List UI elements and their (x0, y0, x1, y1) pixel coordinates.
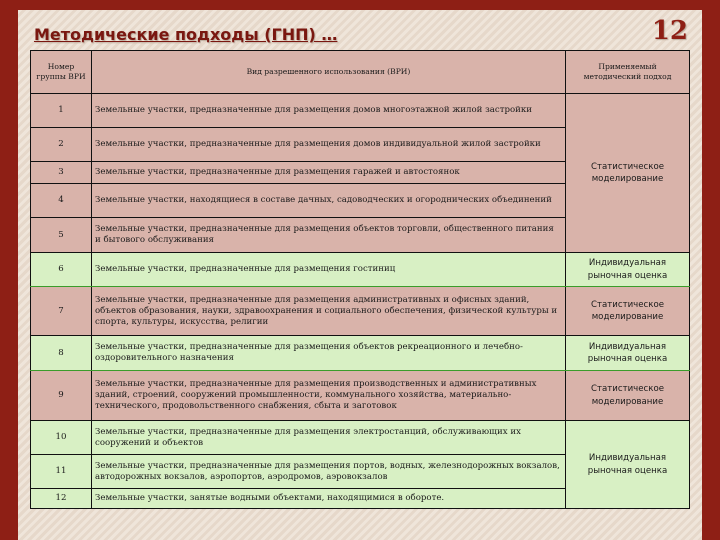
table-row (31, 287, 690, 336)
group-number: 12 (31, 489, 92, 509)
group-number: 10 (31, 421, 92, 455)
group-number: 6 (31, 253, 92, 287)
method-cell: Статистическое моделирование (566, 287, 690, 336)
column-header-group-number: Номер группы ВРИ (31, 51, 92, 94)
table-row (31, 421, 690, 455)
group-number: 3 (31, 162, 92, 184)
group-number: 8 (31, 336, 92, 371)
group-number: 1 (31, 94, 92, 128)
group-number: 4 (31, 184, 92, 218)
vri-description: Земельные участки, занятые водными объектами, находящимися в обороте. (92, 489, 566, 509)
vri-methods-table (30, 50, 690, 509)
slide-number: 12 (651, 16, 688, 46)
vri-description: Земельные участки, предназначенные для размещения гостиниц (92, 253, 566, 287)
vri-description: Земельные участки, предназначенные для размещения домов многоэтажной жилой застройки (92, 94, 566, 128)
column-header-vri: Вид разрешенного использования (ВРИ) (92, 51, 566, 94)
vri-description: Земельные участки, предназначенные для размещения домов индивидуальной жилой застройки (92, 128, 566, 162)
vri-description: Земельные участки, предназначенные для размещения объектов рекреационного и лечебно-оздоровительного назначения (92, 336, 566, 371)
slide-title: Методические подходы (ГНП) … (34, 25, 338, 44)
vri-description: Земельные участки, находящиеся в составе дачных, садоводческих и огороднических объединений (92, 184, 566, 218)
vri-description: Земельные участки, предназначенные для размещения административных и офисных зданий, объектов образования, науки, здравоохранения и социального обеспечения, физической культуры и спорта, культуры, искусства, религии (92, 287, 566, 336)
vri-description: Земельные участки, предназначенные для размещения электростанций, обслуживающих их сооружений и объектов (92, 421, 566, 455)
vri-description: Земельные участки, предназначенные для размещения портов, водных, железнодорожных вокзалов, автодорожных вокзалов, аэропортов, аэродромов, аэровокзалов (92, 455, 566, 489)
table-row (31, 336, 690, 371)
vri-description: Земельные участки, предназначенные для размещения производственных и административных зданий, строений, сооружений промышленности, коммунального хозяйства, материально-технического, продовольственного снабжения, сбыта и заготовок (92, 371, 566, 421)
group-number: 7 (31, 287, 92, 336)
method-cell: Статистическое моделирование (566, 371, 690, 421)
table-row (31, 253, 690, 287)
method-cell: Индивидуальная рыночная оценка (566, 336, 690, 371)
column-header-method: Применяемый методический подход (566, 51, 690, 94)
method-cell: Индивидуальная рыночная оценка (566, 421, 690, 509)
table-row (31, 371, 690, 421)
table-row (31, 94, 690, 128)
group-number: 2 (31, 128, 92, 162)
group-number: 11 (31, 455, 92, 489)
table-header-row (31, 51, 690, 94)
group-number: 9 (31, 371, 92, 421)
group-number: 5 (31, 218, 92, 253)
method-cell: Индивидуальная рыночная оценка (566, 253, 690, 287)
vri-description: Земельные участки, предназначенные для размещения объектов торговли, общественного питания и бытового обслуживания (92, 218, 566, 253)
method-cell: Статистическое моделирование (566, 94, 690, 253)
vri-description: Земельные участки, предназначенные для размещения гаражей и автостоянок (92, 162, 566, 184)
